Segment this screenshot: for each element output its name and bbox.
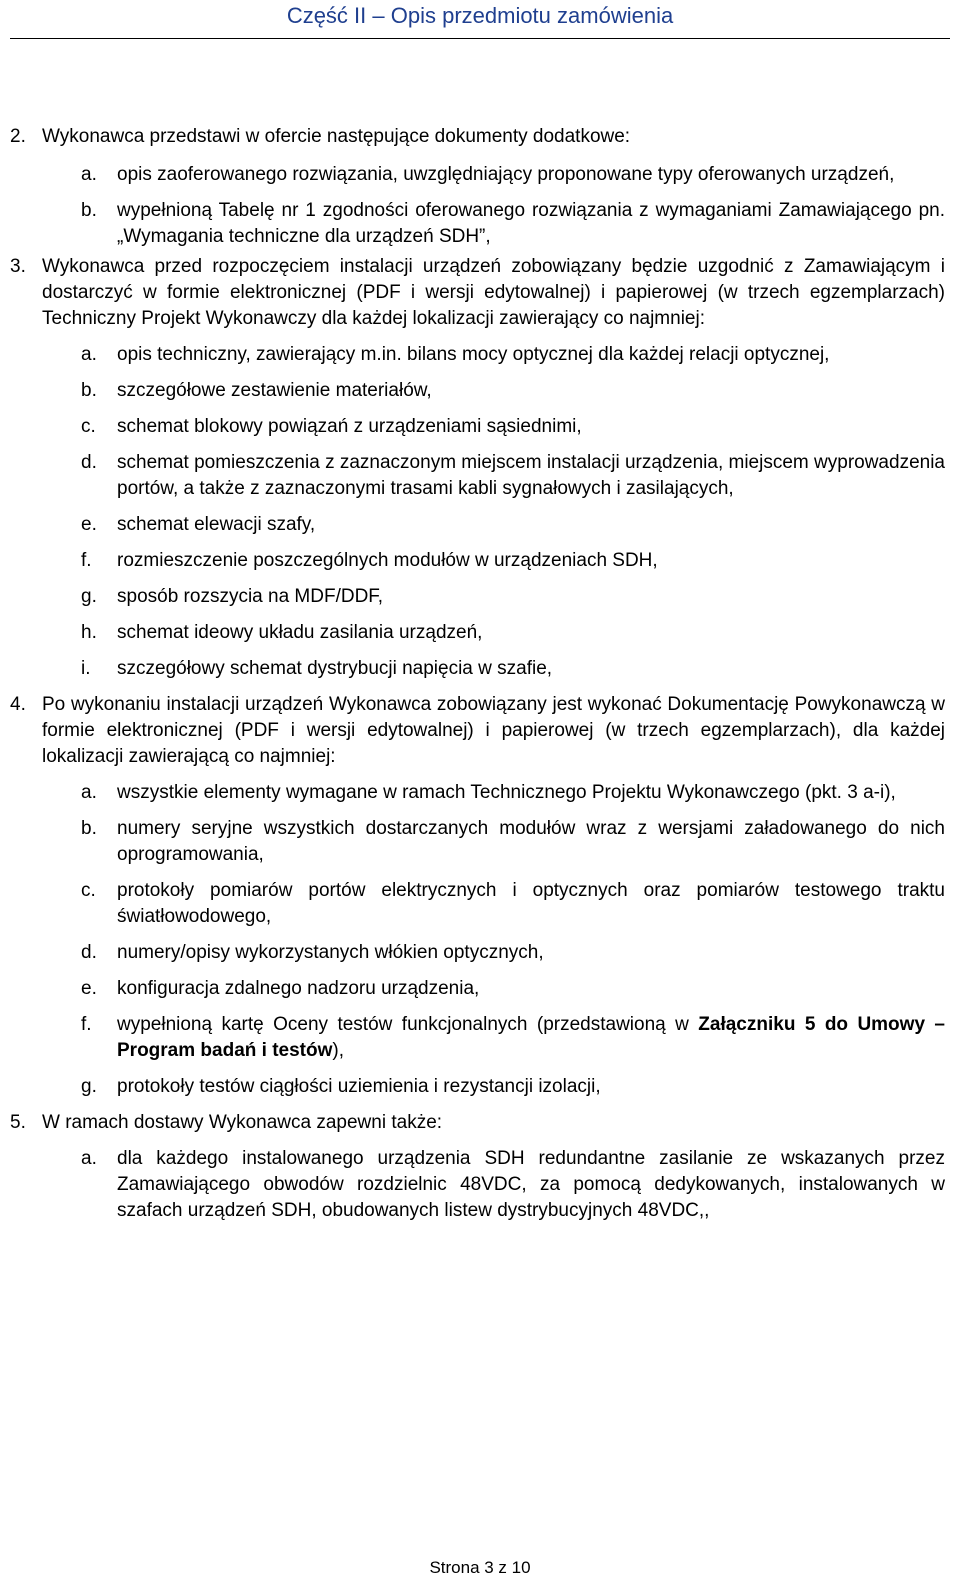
sub-letter: e. [81, 514, 97, 535]
item-number: 2. [10, 126, 26, 147]
sub-text: numery/opisy wykorzystanych włókien optycznych, [117, 942, 544, 963]
sub-letter: a. [81, 1148, 97, 1169]
sub-item-2b [81, 198, 945, 250]
item-text: Wykonawca przed rozpoczęciem instalacji urządzeń zobowiązany będzie uzgodnić z Zamawiającym i dostarczyć w formie elektronicznej (PDF i wersji edytowalnej) i papierowej (w trzech egzemplarzach) Techniczny Projekt Wykonawczy dla każdej lokalizacji zawierający co najmniej: [42, 256, 945, 329]
sub-letter: b. [81, 200, 97, 221]
sub-text-post: ), [332, 1040, 344, 1061]
sub-letter: a. [81, 782, 97, 803]
sub-letter: b. [81, 818, 97, 839]
sub-letter: e. [81, 978, 97, 999]
sub-letter: h. [81, 622, 97, 643]
sub-item-3i [81, 656, 945, 682]
sub-item-4e [81, 976, 945, 1002]
annex-reference: Załączniku 5 do Umowy – Program badań i testów [117, 1014, 945, 1061]
list-item-2 [10, 124, 945, 150]
sub-text: schemat ideowy układu zasilania urządzeń, [117, 622, 483, 643]
item-text: Po wykonaniu instalacji urządzeń Wykonawca zobowiązany jest wykonać Dokumentację Powykonawczą w formie elektronicznej (PDF i wersji edytowalnej) i papierowej (w trzech egzemplarzach), dla każdej lokalizacji zawierającą co najmniej: [42, 694, 945, 767]
sub-item-3d [81, 450, 945, 502]
sub-item-3g [81, 584, 945, 610]
sub-text: protokoły pomiarów portów elektrycznych i optycznych oraz pomiarów testowego traktu światłowodowego, [117, 880, 945, 927]
sub-item-4f [81, 1012, 945, 1064]
sub-item-3e [81, 512, 945, 538]
sub-text: szczegółowy schemat dystrybucji napięcia w szafie, [117, 658, 553, 679]
item-text: W ramach dostawy Wykonawca zapewni także: [42, 1112, 443, 1133]
header-divider [10, 38, 950, 39]
list-item-3 [10, 254, 945, 332]
page-header: Część II – Opis przedmiotu zamówienia [286, 3, 674, 28]
item-number: 5. [10, 1112, 26, 1133]
sub-text: wypełnioną Tabelę nr 1 zgodności oferowanego rozwiązania z wymaganiami Zamawiającego pn. „Wymagania techniczne dla urządzeń SDH”, [117, 200, 945, 247]
sub-letter: f. [81, 550, 92, 571]
sub-letter: a. [81, 344, 97, 365]
sub-item-3f [81, 548, 945, 574]
sub-text: opis techniczny, zawierający m.in. bilans mocy optycznej dla każdej relacji optycznej, [117, 344, 830, 365]
sub-text: opis zaoferowanego rozwiązania, uwzględniający proponowane typy oferowanych urządzeń, [117, 164, 895, 185]
list-item-5 [10, 1110, 945, 1136]
sub-letter: g. [81, 586, 97, 607]
sub-text: schemat pomieszczenia z zaznaczonym miejscem instalacji urządzenia, miejscem wyprowadzenia portów, a także z zaznaczonymi trasami kabli sygnałowych i zasilających, [117, 452, 945, 499]
sub-letter: d. [81, 452, 97, 473]
sub-text: protokoły testów ciągłości uziemienia i rezystancji izolacji, [117, 1076, 601, 1097]
sub-item-4a [81, 780, 945, 806]
sub-text: numery seryjne wszystkich dostarczanych modułów wraz z wersjami załadowanego do nich oprogramowania, [117, 818, 945, 865]
sub-item-5a [81, 1146, 945, 1224]
sub-item-3a [81, 342, 945, 368]
sub-text: schemat elewacji szafy, [117, 514, 316, 535]
sub-item-2a [81, 162, 945, 188]
sub-text: szczegółowe zestawienie materiałów, [117, 380, 432, 401]
sub-item-4b [81, 816, 945, 868]
item-text: Wykonawca przedstawi w ofercie następujące dokumenty dodatkowe: [42, 126, 631, 147]
sub-item-3c [81, 414, 945, 440]
list-item-4 [10, 692, 945, 770]
sub-item-3h [81, 620, 945, 646]
sub-text: rozmieszczenie poszczególnych modułów w urządzeniach SDH, [117, 550, 658, 571]
sub-text: dla każdego instalowanego urządzenia SDH redundantne zasilanie ze wskazanych przez Zamawiającego obwodów rozdzielnic 48VDC, za pomocą dedykowanych, instalowanych w szafach urządzeń SDH, obudowanych listew dystrybucyjnych 48VDC,, [117, 1148, 945, 1221]
sub-letter: d. [81, 942, 97, 963]
sub-letter: c. [81, 416, 96, 437]
item-number: 3. [10, 256, 26, 277]
sub-item-3b [81, 378, 945, 404]
sub-text: schemat blokowy powiązań z urządzeniami sąsiednimi, [117, 416, 582, 437]
sub-letter: a. [81, 164, 97, 185]
sub-letter: g. [81, 1076, 97, 1097]
item-number: 4. [10, 694, 26, 715]
sub-text: konfiguracja zdalnego nadzoru urządzenia, [117, 978, 480, 999]
sub-text: wszystkie elementy wymagane w ramach Technicznego Projektu Wykonawczego (pkt. 3 a-i), [117, 782, 896, 803]
sub-letter: c. [81, 880, 96, 901]
sub-letter: b. [81, 380, 97, 401]
sub-item-4d [81, 940, 945, 966]
sub-text: sposób rozszycia na MDF/DDF, [117, 586, 384, 607]
sub-item-4c [81, 878, 945, 930]
sub-text [117, 1012, 945, 1064]
sub-text-pre: wypełnioną kartę Oceny testów funkcjonalnych (przedstawioną w [117, 1014, 699, 1035]
sub-letter: i. [81, 658, 91, 679]
page-number: Strona 3 z 10 [429, 1558, 531, 1577]
document-body [0, 124, 960, 1224]
sub-item-4g [81, 1074, 945, 1100]
sub-letter: f. [81, 1014, 92, 1035]
